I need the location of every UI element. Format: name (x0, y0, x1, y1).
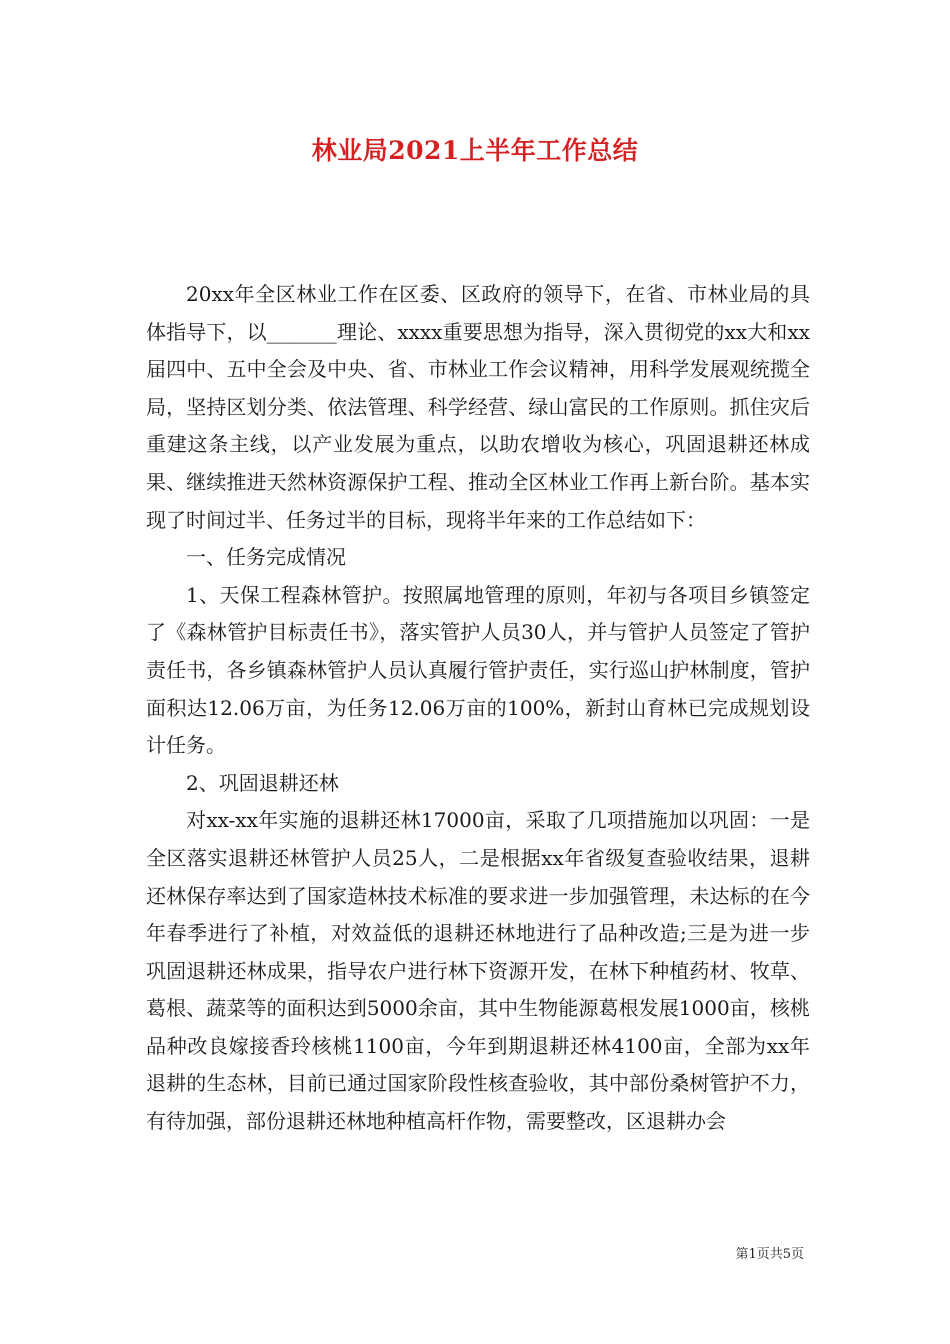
subheading-consolidate-returning-farmland: 2、巩固退耕还林 (186, 770, 339, 795)
paragraph-forest-protection: 1、天保工程森林管护。按照属地管理的原则，年初与各项目乡镇签定了《森林管护目标责任书》，落实管护人员30人，并与管护人员签定了管护责任书，各乡镇森林管护人员认真履行管护责任，实行巡山护林制度，管护面积达12.06万亩，为任务12.06万亩的100%，新封山育林已完成规划设计任务。 (146, 582, 810, 758)
page-title: 林业局2021上半年工作总结 (311, 136, 639, 165)
paragraph-returning-farmland-details: 对xx-xx年实施的退耕还林17000亩，采取了几项措施加以巩固：一是全区落实退耕还林管护人员25人，二是根据xx年省级复查验收结果，退耕还林保存率达到了国家造林技术标准的要求进一步加强管理，未达标的在今年春季进行了补植，对效益低的退耕还林地进行了品种改造;三是为进一步巩固退耕还林成果，指导农户进行林下资源开发，在林下种植药材、牧草、葛根、蔬菜等的面积达到5000余亩，其中生物能源葛根发展1000亩，核桃品种改良嫁接香玲核桃1100亩，今年到期退耕还林4100亩，全部为xx年退耕的生态林，目前已通过国家阶段性核查验收，其中部份桑树管护不力，有待加强，部份退耕还林地种植高杆作物，需要整改，区退耕办会 (146, 808, 810, 1134)
paragraph-intro: 20xx年全区林业工作在区委、区政府的领导下，在省、市林业局的具体指导下，以_______理论、xxxx重要思想为指导，深入贯彻党的xx大和xx届四中、五中全会及中央、省、市林业工作会议精神，用科学发展观统揽全局，坚持区划分类、依法管理、科学经营、绿山富民的工作原则。抓住灾后重建这条主线，以产业发展为重点，以助农增收为核心，巩固退耕还林成果、继续推进天然林资源保护工程、推动全区林业工作再上新台阶。基本实现了时间过半、任务过半的目标，现将半年来的工作总结如下： (146, 282, 810, 532)
section-heading-task-completion: 一、任务完成情况 (186, 545, 346, 570)
document-body (146, 276, 810, 1141)
page-number: 第1页共5页 (735, 1247, 804, 1262)
